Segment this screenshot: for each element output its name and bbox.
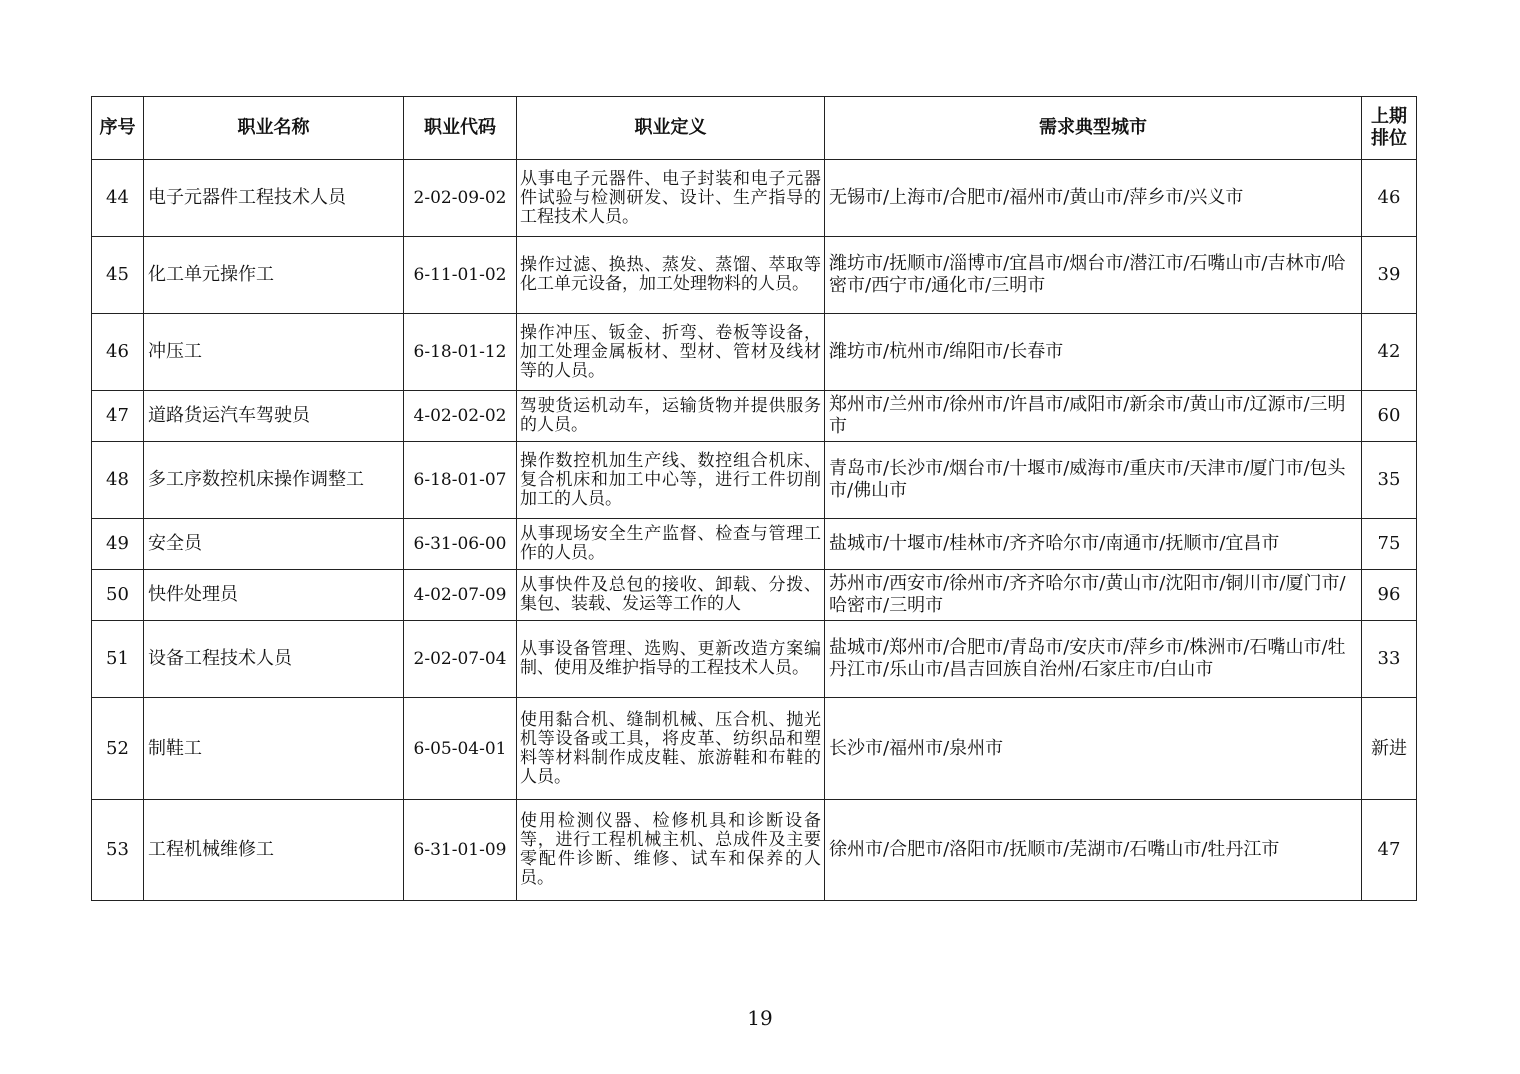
cell-typical-cities: 盐城市/十堰市/桂林市/齐齐哈尔市/南通市/抚顺市/宜昌市 (825, 519, 1362, 570)
header-previous-rank (1362, 97, 1417, 160)
cell-seq: 46 (92, 314, 144, 391)
cell-occupation-name: 工程机械维修工 (144, 800, 404, 901)
header-previous-rank-line1: 上期 (1371, 106, 1407, 127)
cell-seq: 48 (92, 442, 144, 519)
cell-occupation-code: 6-31-06-00 (404, 519, 517, 570)
cell-typical-cities: 长沙市/福州市/泉州市 (825, 698, 1362, 800)
cell-occupation-name: 安全员 (144, 519, 404, 570)
cell-previous-rank: 96 (1362, 570, 1417, 621)
cell-seq: 49 (92, 519, 144, 570)
cell-occupation-code: 6-31-01-09 (404, 800, 517, 901)
cell-typical-cities: 郑州市/兰州市/徐州市/许昌市/咸阳市/新余市/黄山市/辽源市/三明市 (825, 391, 1362, 442)
cell-previous-rank: 35 (1362, 442, 1417, 519)
cell-typical-cities: 盐城市/郑州市/合肥市/青岛市/安庆市/萍乡市/株洲市/石嘴山市/牡丹江市/乐山市/昌吉回族自治州/石家庄市/白山市 (825, 621, 1362, 698)
cell-seq: 52 (92, 698, 144, 800)
cell-occupation-code: 4-02-07-09 (404, 570, 517, 621)
cell-typical-cities: 青岛市/长沙市/烟台市/十堰市/威海市/重庆市/天津市/厦门市/包头市/佛山市 (825, 442, 1362, 519)
cell-occupation-definition: 操作过滤、换热、蒸发、蒸馏、萃取等化工单元设备，加工处理物料的人员。 (517, 237, 825, 314)
occupation-table (91, 96, 1417, 901)
header-occupation-name: 职业名称 (144, 97, 404, 160)
cell-previous-rank: 33 (1362, 621, 1417, 698)
cell-occupation-definition: 使用检测仪器、检修机具和诊断设备等，进行工程机械主机、总成件及主要零配件诊断、维修、试车和保养的人员。 (517, 800, 825, 901)
cell-seq: 47 (92, 391, 144, 442)
cell-occupation-definition: 驾驶货运机动车，运输货物并提供服务的人员。 (517, 391, 825, 442)
cell-occupation-name: 快件处理员 (144, 570, 404, 621)
cell-occupation-definition: 使用黏合机、缝制机械、压合机、抛光机等设备或工具，将皮革、纺织品和塑料等材料制作成皮鞋、旅游鞋和布鞋的人员。 (517, 698, 825, 800)
cell-occupation-definition: 操作冲压、钣金、折弯、卷板等设备，加工处理金属板材、型材、管材及线材等的人员。 (517, 314, 825, 391)
cell-occupation-code: 2-02-07-04 (404, 621, 517, 698)
cell-typical-cities: 潍坊市/杭州市/绵阳市/长春市 (825, 314, 1362, 391)
cell-typical-cities: 苏州市/西安市/徐州市/齐齐哈尔市/黄山市/沈阳市/铜川市/厦门市/哈密市/三明市 (825, 570, 1362, 621)
cell-occupation-definition: 操作数控机加生产线、数控组合机床、复合机床和加工中心等，进行工件切削加工的人员。 (517, 442, 825, 519)
cell-occupation-name: 电子元器件工程技术人员 (144, 160, 404, 237)
cell-occupation-definition: 从事现场安全生产监督、检查与管理工作的人员。 (517, 519, 825, 570)
cell-occupation-name: 冲压工 (144, 314, 404, 391)
header-previous-rank-line2: 排位 (1371, 128, 1407, 149)
cell-occupation-code: 4-02-02-02 (404, 391, 517, 442)
header-occupation-definition: 职业定义 (517, 97, 825, 160)
cell-occupation-code: 6-18-01-07 (404, 442, 517, 519)
table-row (92, 698, 1417, 800)
cell-previous-rank: 60 (1362, 391, 1417, 442)
cell-occupation-name: 道路货运汽车驾驶员 (144, 391, 404, 442)
cell-previous-rank: 47 (1362, 800, 1417, 901)
cell-occupation-definition: 从事电子元器件、电子封装和电子元器件试验与检测研发、设计、生产指导的工程技术人员。 (517, 160, 825, 237)
cell-seq: 53 (92, 800, 144, 901)
cell-occupation-name: 化工单元操作工 (144, 237, 404, 314)
table-row (92, 621, 1417, 698)
cell-occupation-code: 2-02-09-02 (404, 160, 517, 237)
cell-previous-rank: 75 (1362, 519, 1417, 570)
table-row (92, 314, 1417, 391)
cell-previous-rank: 46 (1362, 160, 1417, 237)
table-row (92, 160, 1417, 237)
table-row (92, 800, 1417, 901)
cell-occupation-name: 设备工程技术人员 (144, 621, 404, 698)
table-row (92, 391, 1417, 442)
table-row (92, 570, 1417, 621)
cell-occupation-code: 6-11-01-02 (404, 237, 517, 314)
page-number: 19 (747, 1006, 773, 1030)
cell-occupation-code: 6-18-01-12 (404, 314, 517, 391)
cell-previous-rank: 39 (1362, 237, 1417, 314)
cell-seq: 51 (92, 621, 144, 698)
cell-occupation-name: 多工序数控机床操作调整工 (144, 442, 404, 519)
header-occupation-code: 职业代码 (404, 97, 517, 160)
cell-occupation-definition: 从事快件及总包的接收、卸载、分拨、集包、装载、发运等工作的人 (517, 570, 825, 621)
cell-typical-cities: 潍坊市/抚顺市/淄博市/宜昌市/烟台市/潜江市/石嘴山市/吉林市/哈密市/西宁市/通化市/三明市 (825, 237, 1362, 314)
cell-previous-rank: 新进 (1362, 698, 1417, 800)
cell-occupation-name: 制鞋工 (144, 698, 404, 800)
cell-seq: 44 (92, 160, 144, 237)
table-header-row (92, 97, 1417, 160)
cell-typical-cities: 无锡市/上海市/合肥市/福州市/黄山市/萍乡市/兴义市 (825, 160, 1362, 237)
header-seq: 序号 (92, 97, 144, 160)
cell-seq: 50 (92, 570, 144, 621)
cell-seq: 45 (92, 237, 144, 314)
table-row (92, 519, 1417, 570)
cell-occupation-definition: 从事设备管理、选购、更新改造方案编制、使用及维护指导的工程技术人员。 (517, 621, 825, 698)
cell-occupation-code: 6-05-04-01 (404, 698, 517, 800)
cell-typical-cities: 徐州市/合肥市/洛阳市/抚顺市/芜湖市/石嘴山市/牡丹江市 (825, 800, 1362, 901)
table-row (92, 237, 1417, 314)
header-typical-cities: 需求典型城市 (825, 97, 1362, 160)
table-row (92, 442, 1417, 519)
cell-previous-rank: 42 (1362, 314, 1417, 391)
